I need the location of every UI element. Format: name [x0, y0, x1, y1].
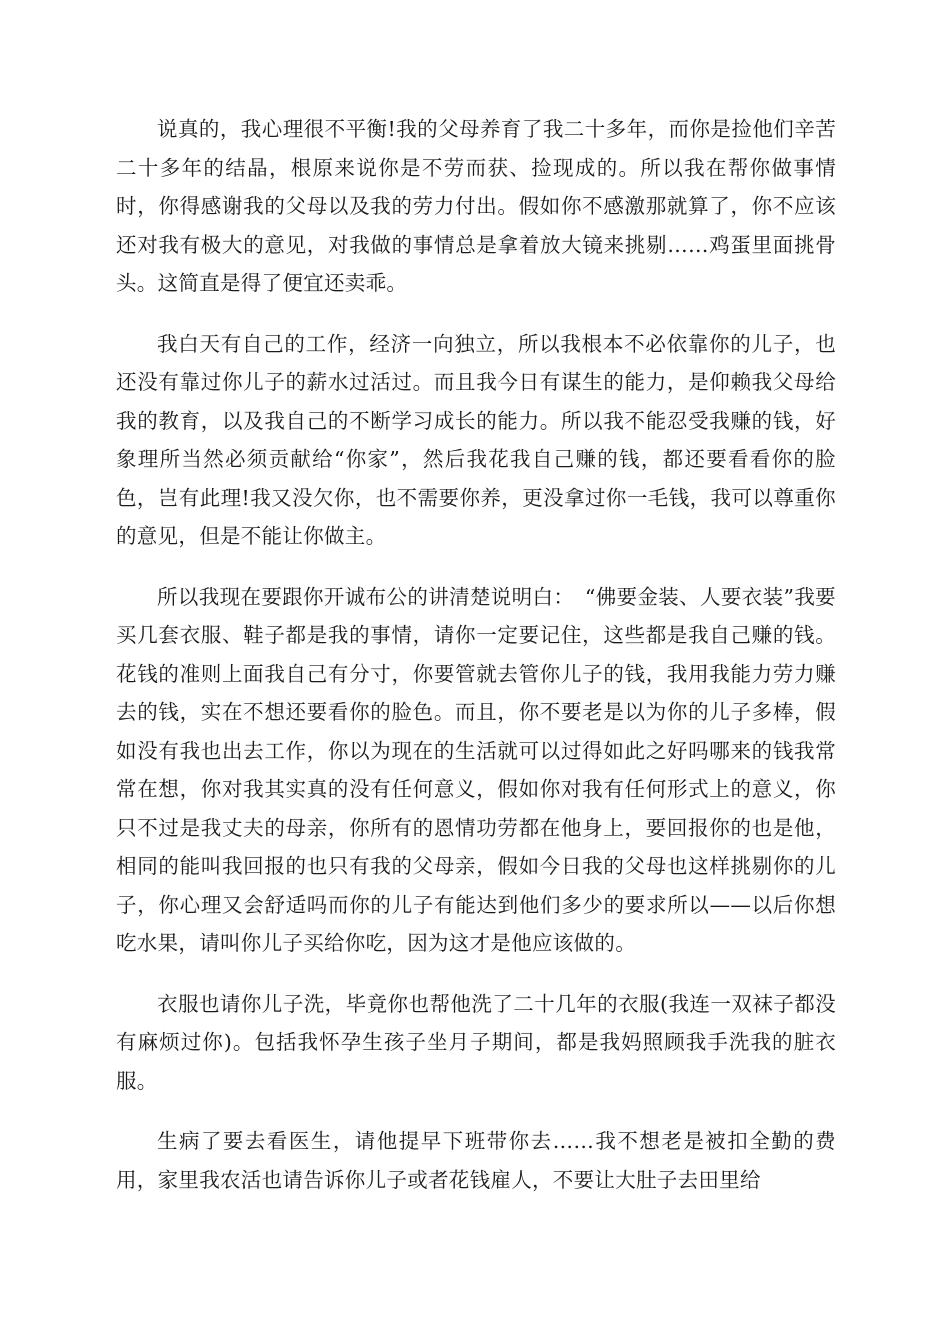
paragraph-1: 说真的，我心理很不平衡!我的父母养育了我二十多年，而你是捡他们辛苦二十多年的结晶，根原来说你是不劳而获、捡现成的。所以我在帮你做事情时，你得感谢我的父母以及我的劳力付出。假如你不感激那就算了，你不应该还对我有极大的意见，对我做的事情总是拿着放大镜来挑剔……鸡蛋里面挑骨头。这简直是得了便宜还卖乖。 [116, 117, 836, 295]
paragraph-2: 我白天有自己的工作，经济一向独立，所以我根本不必依靠你的儿子，也还没有靠过你儿子的薪水过活过。而且我今日有谋生的能力，是仰赖我父母给我的教育，以及我自己的不断学习成长的能力。所以我不能忍受我赚的钱，好象理所当然必须贡献给“你家”，然后我花我自己赚的钱，都还要看看你的脸色，岂有此理!我又没欠你，也不需要你养，更没拿过你一毛钱，我可以尊重你的意见，但是不能让你做主。 [116, 331, 836, 548]
paragraph-3: 所以我现在要跟你开诚布公的讲清楚说明白： “佛要金装、人要衣装”我要买几套衣服、鞋子都是我的事情，请你一定要记住，这些都是我自己赚的钱。花钱的准则上面我自己有分寸，你要管就去管你儿子的钱，我用我能力劳力赚去的钱，实在不想还要看你的脸色。而且，你不要老是以为你的儿子多棒，假如没有我也出去工作，你以为现在的生活就可以过得如此之好吗哪来的钱我常常在想，你对我其实真的没有任何意义，假如你对我有任何形式上的意义，你只不过是我丈夫的母亲，你所有的恩情功劳都在他身上，要回报你的也是他，相同的能叫我回报的也只有我的父母亲，假如今日我的父母也这样挑剔你的儿子，你心理又会舒适吗而你的儿子有能达到他们多少的要求所以——以后你想吃水果，请叫你儿子买给你吃，因为这才是他应该做的。 [116, 584, 836, 955]
paragraph-4: 衣服也请你儿子洗，毕竟你也帮他洗了二十几年的衣服(我连一双袜子都没有麻烦过你)。包括我怀孕生孩子坐月子期间，都是我妈照顾我手洗我的脏衣服。 [116, 991, 836, 1093]
paragraph-5: 生病了要去看医生，请他提早下班带你去……我不想老是被扣全勤的费用，家里我农活也请告诉你儿子或者花钱雇人，不要让大肚子去田里给 [116, 1129, 836, 1192]
document-page [116, 110, 836, 1221]
